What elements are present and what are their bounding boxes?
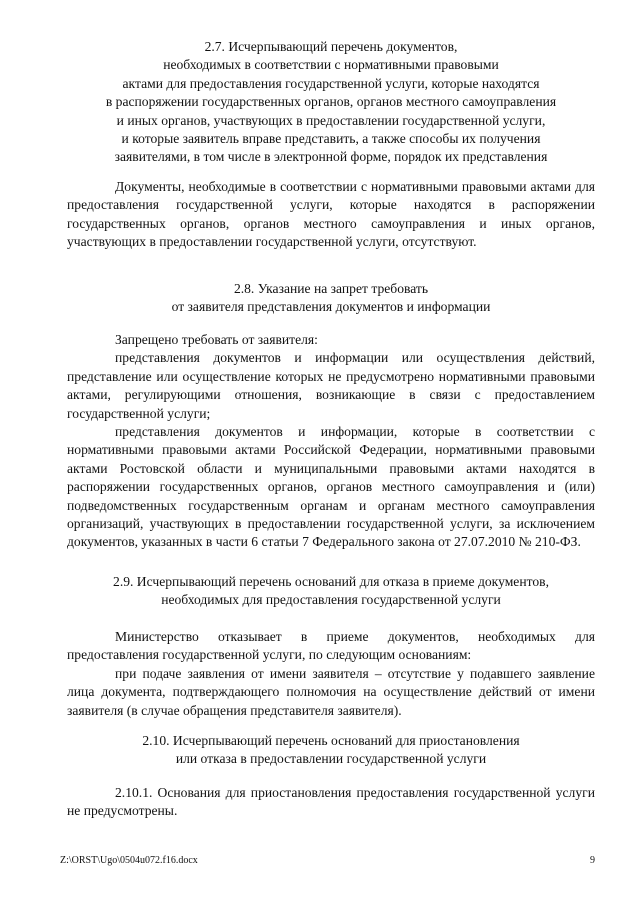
- section-2-7-paragraph: Документы, необходимые в соответствии с нормативными правовыми актами для предоставления государственной услуги, которые находятся в распоряжении государственных органов, органов местного самоуправления и иных органов, участвующих в предоставлении государственной услуги, отсутствуют.: [67, 179, 595, 250]
- heading-line: и которые заявитель вправе представить, а также способы их получения: [121, 131, 541, 147]
- heading-line: в распоряжении государственных органов, органов местного самоуправления: [105, 94, 557, 110]
- section-2-8-intro: Запрещено требовать от заявителя:: [115, 332, 318, 347]
- heading-line: 2.9. Исчерпывающий перечень оснований для отказа в приеме документов,: [113, 574, 549, 589]
- section-2-8-heading: [67, 280, 595, 317]
- section-2-8-item-1: представления документов и информации или осуществления действий, представление или осуществление которых не предусмотрено нормативными правовыми актами, регулирующими отношения, возникающие в связи с предоставлением государственной услуги;: [67, 350, 595, 421]
- heading-line: заявителями, в том числе в электронной форме, порядок их представления: [114, 149, 548, 165]
- section-2-9-paragraph: Министерство отказывает в приеме документов, необходимых для предоставления государственной услуги, по следующим основаниям:: [67, 629, 595, 663]
- heading-line: от заявителя представления документов и информации: [171, 299, 491, 315]
- footer-page-number: 9: [590, 855, 595, 866]
- heading-line: необходимых для предоставления государственной услуги: [161, 592, 501, 608]
- heading-line: и иных органов, участвующих в предоставлении государственной услуги,: [116, 112, 546, 128]
- heading-line: актами для предоставления государственной услуги, которые находятся: [122, 75, 540, 91]
- heading-line: или отказа в предоставлении государственной услуги: [175, 751, 487, 767]
- heading-line: 2.10. Исчерпывающий перечень оснований для приостановления: [142, 733, 520, 748]
- section-2-10-paragraph: 2.10.1. Основания для приостановления предоставления государственной услуги не предусмотрены.: [67, 785, 595, 819]
- section-2-10-heading: [67, 732, 595, 769]
- heading-line: 2.8. Указание на запрет требовать: [233, 281, 429, 296]
- section-2-8-body: [67, 331, 595, 552]
- heading-line: необходимых в соответствии с нормативными правовыми: [163, 57, 499, 73]
- section-2-9-item-1: при подаче заявления от имени заявителя – отсутствие у подавшего заявление лица документа, подтверждающего полномочия на осуществление действий от имени заявителя (в случае обращения представителя заявителя).: [67, 665, 595, 718]
- section-2-7-body: [67, 178, 595, 252]
- section-2-8-item-2: представления документов и информации, которые в соответствии с нормативными правовыми актами Российской Федерации, нормативными правовыми актами Ростовской области и муниципальными правовыми актами находятся в распоряжении государственных органов, органов местного самоуправления и (или) подведомственных государственным органам и органам местного самоуправления организаций, участвующих в предоставлении государственной услуги, за исключением документов, указанных в части 6 статьи 7 Федерального закона от 27.07.2010 № 210-ФЗ.: [67, 424, 595, 550]
- footer-file-path: Z:\ORST\Ugo\0504u072.f16.docx: [60, 855, 198, 866]
- heading-line: 2.7. Исчерпывающий перечень документов,: [204, 39, 458, 54]
- section-2-9-body: [67, 628, 595, 720]
- section-2-9-heading: [67, 573, 595, 610]
- section-2-7-heading: [67, 38, 595, 167]
- section-2-10-body: [67, 784, 595, 821]
